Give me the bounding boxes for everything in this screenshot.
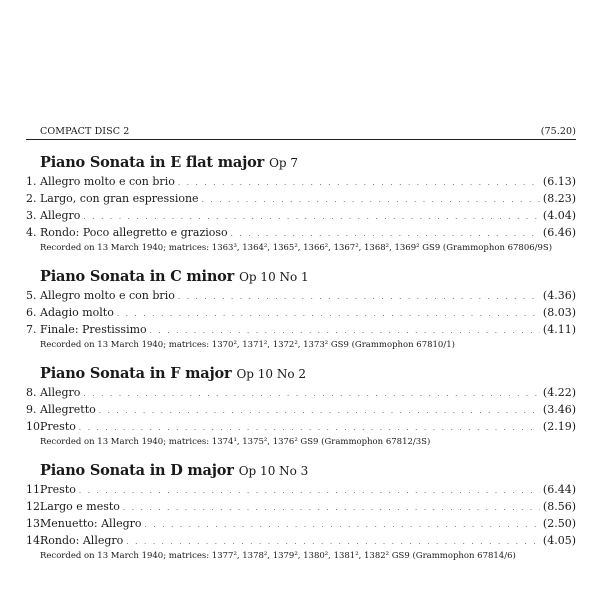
- sonata-heading: [26, 460, 576, 479]
- sonata-section: [26, 152, 576, 254]
- track-name: Largo e mesto: [40, 500, 120, 513]
- track-duration: (8.03): [542, 306, 576, 319]
- track-row: [26, 499, 576, 516]
- track-row: [26, 482, 576, 499]
- disc-label: COMPACT DISC 2: [40, 126, 130, 137]
- track-row: [26, 533, 576, 550]
- track-row: [26, 322, 576, 339]
- track-duration: (4.11): [542, 323, 576, 336]
- track-duration: (8.23): [542, 192, 576, 205]
- sonata-heading: [26, 266, 576, 285]
- track-number: 5.: [26, 289, 37, 302]
- track-row: [26, 402, 576, 419]
- track-name: Largo, con gran espressione: [40, 192, 199, 205]
- sonata-opus: Op 7: [269, 156, 299, 170]
- recording-note: Recorded on 13 March 1940; matrices: 1377², 1378², 1379², 1380², 1381², 1382² GS9 (Grammophon 67814/6): [40, 551, 516, 561]
- track-row: [26, 208, 576, 225]
- track-name: Allegretto: [40, 403, 96, 416]
- leader-dots: [83, 387, 540, 402]
- track-duration: (8.56): [542, 500, 576, 513]
- track-name: Allegro: [40, 386, 81, 399]
- track-number: 13.: [26, 517, 44, 530]
- leader-dots: [231, 227, 540, 242]
- sonata-section: [26, 363, 576, 448]
- sonata-heading: [26, 363, 576, 382]
- sonata-title: Piano Sonata in F major: [40, 365, 232, 382]
- track-number: 1.: [26, 175, 37, 188]
- leader-dots: [178, 290, 540, 305]
- sonata-opus: Op 10 No 1: [239, 270, 309, 284]
- track-duration: (3.46): [542, 403, 576, 416]
- track-number: 6.: [26, 306, 37, 319]
- leader-dots: [123, 501, 540, 516]
- track-row: [26, 516, 576, 533]
- recording-note: Recorded on 13 March 1940; matrices: 1363³, 1364², 1365², 1366², 1367², 1368², 1369² GS9 (Grammophon 67806/9S): [40, 243, 553, 253]
- sonata-section: [26, 460, 576, 562]
- track-row: [26, 385, 576, 402]
- track-duration: (4.36): [542, 289, 576, 302]
- recording-note: Recorded on 13 March 1940; matrices: 1370², 1371², 1372², 1373² GS9 (Grammophon 67810/1): [40, 340, 455, 350]
- track-name: Finale: Prestissimo: [40, 323, 147, 336]
- track-duration: (4.04): [542, 209, 576, 222]
- leader-dots: [117, 307, 540, 322]
- sonata-opus: Op 10 No 2: [236, 367, 307, 381]
- track-row: [26, 174, 576, 191]
- track-number: 8.: [26, 386, 37, 399]
- track-number: 10.: [26, 420, 44, 433]
- track-row: [26, 288, 576, 305]
- sonata-title: Piano Sonata in E flat major: [40, 154, 265, 171]
- track-duration: (2.19): [542, 420, 576, 433]
- leader-dots: [99, 404, 540, 419]
- track-name: Adagio molto: [40, 306, 114, 319]
- track-row: [26, 191, 576, 208]
- track-duration: (4.05): [542, 534, 576, 547]
- track-number: 2.: [26, 192, 37, 205]
- leader-dots: [178, 176, 540, 191]
- track-number: 12.: [26, 500, 44, 513]
- track-name: Allegro molto e con brio: [40, 289, 175, 302]
- track-name: Presto: [40, 483, 76, 496]
- sonata-title: Piano Sonata in D major: [40, 462, 234, 479]
- track-duration: (6.13): [542, 175, 576, 188]
- disc-header: [26, 126, 576, 140]
- track-row: [26, 305, 576, 322]
- leader-dots: [126, 535, 540, 550]
- track-name: Rondo: Allegro: [40, 534, 124, 547]
- track-number: 9.: [26, 403, 37, 416]
- track-number: 14.: [26, 534, 44, 547]
- tracklist-page: [26, 126, 576, 562]
- track-duration: (6.46): [542, 226, 576, 239]
- track-name: Allegro: [40, 209, 81, 222]
- sonata-title: Piano Sonata in C minor: [40, 268, 235, 285]
- recording-note: Recorded on 13 March 1940; matrices: 1374¹, 1375², 1376² GS9 (Grammophon 67812/3S): [40, 437, 431, 447]
- track-number: 11.: [26, 483, 44, 496]
- leader-dots: [79, 421, 540, 436]
- track-name: Presto: [40, 420, 76, 433]
- track-duration: (2.50): [542, 517, 576, 530]
- track-duration: (4.22): [542, 386, 576, 399]
- track-number: 7.: [26, 323, 37, 336]
- track-name: Rondo: Poco allegretto e grazioso: [40, 226, 228, 239]
- leader-dots: [79, 484, 540, 499]
- sonata-opus: Op 10 No 3: [238, 464, 309, 478]
- track-name: Allegro molto e con brio: [40, 175, 175, 188]
- track-number: 4.: [26, 226, 37, 239]
- track-row: [26, 419, 576, 436]
- sonata-section: [26, 266, 576, 351]
- sonata-heading: [26, 152, 576, 171]
- disc-total-duration: (75.20): [540, 126, 576, 137]
- leader-dots: [83, 210, 540, 225]
- track-number: 3.: [26, 209, 37, 222]
- track-row: [26, 225, 576, 242]
- track-name: Menuetto: Allegro: [40, 517, 142, 530]
- leader-dots: [150, 324, 540, 339]
- leader-dots: [202, 193, 540, 208]
- track-duration: (6.44): [542, 483, 576, 496]
- leader-dots: [145, 518, 540, 533]
